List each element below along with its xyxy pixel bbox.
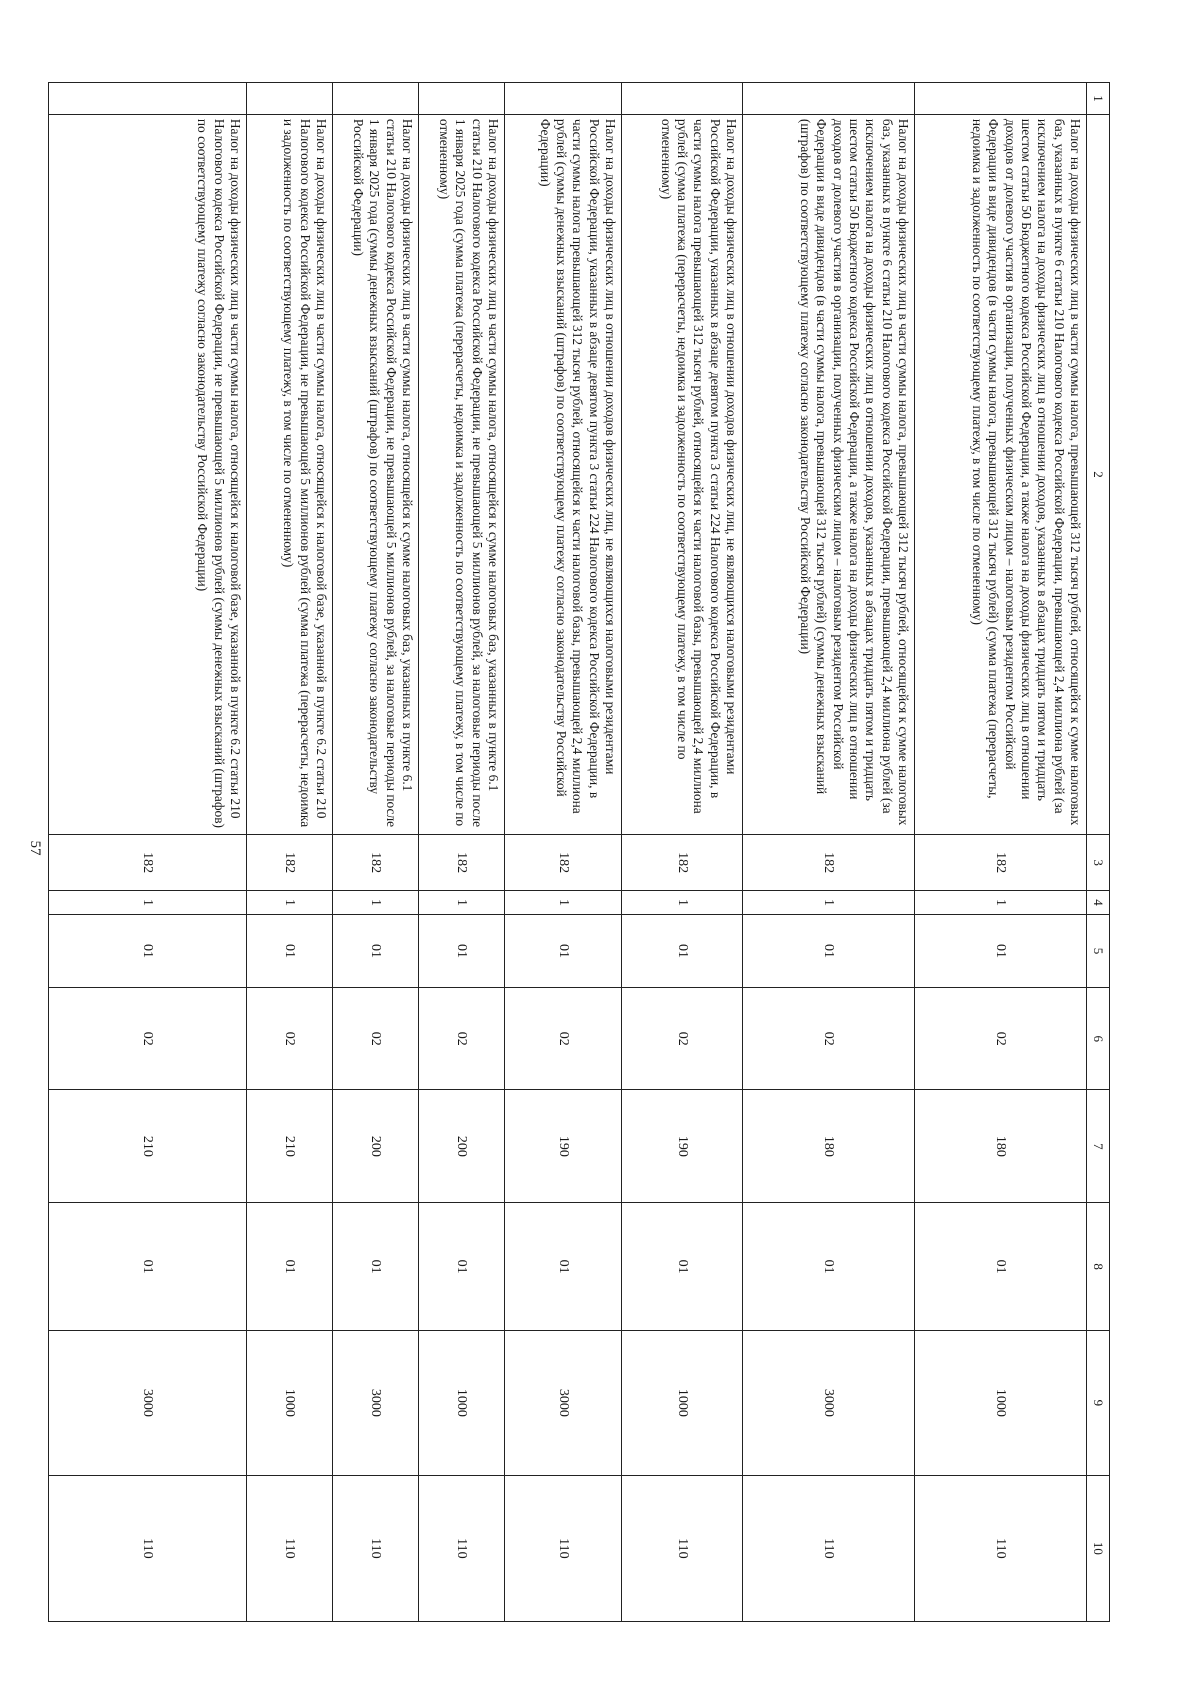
table-row bbox=[247, 83, 333, 1622]
table-row bbox=[622, 83, 743, 1622]
header-col-3: 3 bbox=[1087, 835, 1110, 891]
code-cell: 02 bbox=[419, 988, 505, 1090]
table-row bbox=[49, 83, 247, 1622]
row-number-cell bbox=[505, 83, 622, 115]
row-number-cell bbox=[419, 83, 505, 115]
row-number-cell bbox=[915, 83, 1087, 115]
code-cell: 01 bbox=[419, 914, 505, 987]
description-cell: Налог на доходы физических лиц в отношении доходов физических лиц, не являющихся налоговыми резидентами Российской Федерации, указанных в абзаце девятом пункта 3 статьи 224 Налогового кодекса Российской Федерации, в части суммы налога превышающей 312 тысяч рублей, относящейся к части налоговой базы, превышающей 2,4 миллиона рублей (сумма платежа (перерасчеты, недоимка и задолженность по соответствующему платежу, в том числе по отмененному) bbox=[622, 114, 743, 834]
code-cell: 1 bbox=[505, 891, 622, 915]
code-cell: 110 bbox=[915, 1475, 1087, 1621]
code-cell: 1000 bbox=[915, 1330, 1087, 1475]
header-col-6: 6 bbox=[1087, 988, 1110, 1090]
table-row bbox=[419, 83, 505, 1622]
row-number-cell bbox=[49, 83, 247, 115]
code-cell: 01 bbox=[247, 914, 333, 987]
code-cell: 1 bbox=[333, 891, 419, 915]
description-cell: Налог на доходы физических лиц в части суммы налога, превышающей 312 тысяч рублей, относящейся к сумме налоговых баз, указанных в пункте 6 статьи 210 Налогового кодекса Российской Федерации, превышающей 2,4 миллиона рублей (за исключением налога на доходы физических лиц в отношении доходов, указанных в абзацах тридцать пятом и тридцать шестом статьи 50 Бюджетного кодекса Российской Федерации, а также налога на доходы физических лиц в отношении доходов от долевого участия в организации, полученных физическим лицом – налоговым резидентом Российской Федерации в виде дивидендов (в части суммы налога, превышающей 312 тысяч рублей) (суммы денежных взысканий (штрафов) по соответствующему платежу согласно законодательству Российской Федерации) bbox=[743, 114, 915, 834]
table-row bbox=[333, 83, 419, 1622]
code-cell: 182 bbox=[419, 835, 505, 891]
table-row bbox=[743, 83, 915, 1622]
header-row bbox=[1087, 83, 1110, 1622]
code-cell: 110 bbox=[743, 1475, 915, 1621]
code-cell: 1000 bbox=[622, 1330, 743, 1475]
code-cell: 3000 bbox=[743, 1330, 915, 1475]
code-cell: 01 bbox=[622, 1203, 743, 1331]
code-cell: 01 bbox=[743, 914, 915, 987]
code-cell: 1 bbox=[247, 891, 333, 915]
code-cell: 190 bbox=[505, 1090, 622, 1203]
code-cell: 200 bbox=[419, 1090, 505, 1203]
code-cell: 182 bbox=[247, 835, 333, 891]
row-number-cell bbox=[333, 83, 419, 115]
description-cell: Налог на доходы физических лиц в части суммы налога, относящейся к налоговой базе, указанной в пункте 6.2 статьи 210 Налогового кодекса Российской Федерации, не превышающей 5 миллионов рублей (суммы денежных взысканий (штрафов) по соответствующему платежу согласно законодательству Российской Федерации) bbox=[49, 114, 247, 834]
code-cell: 210 bbox=[49, 1090, 247, 1203]
code-cell: 3000 bbox=[333, 1330, 419, 1475]
header-col-7: 7 bbox=[1087, 1090, 1110, 1203]
code-cell: 182 bbox=[49, 835, 247, 891]
description-cell: Налог на доходы физических лиц в отношении доходов физических лиц, не являющихся налоговыми резидентами Российской Федерации, указанных в абзаце девятом пункта 3 статьи 224 Налогового кодекса Российской Федерации, в части суммы налога превышающей 312 тысяч рублей, относящейся к части налоговой базы, превышающей 2,4 миллиона рублей (суммы денежных взысканий (штрафов) по соответствующему платежу согласно законодательству Российской Федерации) bbox=[505, 114, 622, 834]
code-cell: 200 bbox=[333, 1090, 419, 1203]
table-row bbox=[505, 83, 622, 1622]
code-cell: 02 bbox=[505, 988, 622, 1090]
code-cell: 01 bbox=[333, 1203, 419, 1331]
header-col-9: 9 bbox=[1087, 1330, 1110, 1475]
description-cell: Налог на доходы физических лиц в части суммы налога, относящейся к налоговой базе, указанной в пункте 6.2 статьи 210 Налогового кодекса Российской Федерации, не превышающей 5 миллионов рублей (сумма платежа (перерасчеты, недоимка и задолженность по соответствующему платежу, в том числе по отмененному) bbox=[247, 114, 333, 834]
code-cell: 3000 bbox=[505, 1330, 622, 1475]
row-number-cell bbox=[247, 83, 333, 115]
code-cell: 182 bbox=[915, 835, 1087, 891]
header-col-2: 2 bbox=[1087, 114, 1110, 834]
code-cell: 110 bbox=[247, 1475, 333, 1621]
code-cell: 01 bbox=[915, 1203, 1087, 1331]
code-cell: 02 bbox=[915, 988, 1087, 1090]
code-cell: 01 bbox=[743, 1203, 915, 1331]
table-row bbox=[915, 83, 1087, 1622]
code-cell: 182 bbox=[505, 835, 622, 891]
header-col-5: 5 bbox=[1087, 914, 1110, 987]
code-cell: 180 bbox=[743, 1090, 915, 1203]
code-cell: 01 bbox=[915, 914, 1087, 987]
row-number-cell bbox=[743, 83, 915, 115]
code-cell: 02 bbox=[247, 988, 333, 1090]
code-cell: 02 bbox=[333, 988, 419, 1090]
description-cell: Налог на доходы физических лиц в части суммы налога, превышающей 312 тысяч рублей, относящейся к сумме налоговых баз, указанных в пункте 6 статьи 210 Налогового кодекса Российской Федерации, превышающей 2,4 миллиона рублей (за исключением налога на доходы физических лиц в отношении доходов, указанных в абзацах тридцать пятом и тридцать шестом статьи 50 Бюджетного кодекса Российской Федерации, а также налога на доходы физических лиц в отношении доходов от долевого участия в организации, полученных физическим лицом – налоговым резидентом Российской Федерации в виде дивидендов (в части суммы налога, превышающей 312 тысяч рублей) (сумма платежа (перерасчеты, недоимка и задолженность по соответствующему платежу, в том числе по отмененному) bbox=[915, 114, 1087, 834]
code-cell: 1000 bbox=[247, 1330, 333, 1475]
code-cell: 110 bbox=[505, 1475, 622, 1621]
page-number: 57 bbox=[27, 840, 43, 856]
description-cell: Налог на доходы физических лиц в части суммы налога, относящейся к сумме налоговых баз, указанных в пункте 6.1 статьи 210 Налогового кодекса Российской Федерации, не превышающей 5 миллионов рублей, за налоговые периоды после 1 января 2025 года (сумма платежа (перерасчеты, недоимка и задолженность по соответствующему платежу, в том числе по отмененному) bbox=[419, 114, 505, 834]
code-cell: 01 bbox=[333, 914, 419, 987]
code-cell: 3000 bbox=[49, 1330, 247, 1475]
code-cell: 01 bbox=[49, 1203, 247, 1331]
code-cell: 1 bbox=[915, 891, 1087, 915]
code-cell: 1 bbox=[622, 891, 743, 915]
code-cell: 210 bbox=[247, 1090, 333, 1203]
code-cell: 110 bbox=[49, 1475, 247, 1621]
code-cell: 182 bbox=[622, 835, 743, 891]
code-cell: 01 bbox=[505, 914, 622, 987]
code-cell: 180 bbox=[915, 1090, 1087, 1203]
rotated-table-container bbox=[50, 82, 1110, 1622]
code-cell: 1 bbox=[49, 891, 247, 915]
code-cell: 110 bbox=[333, 1475, 419, 1621]
code-cell: 01 bbox=[622, 914, 743, 987]
code-cell: 190 bbox=[622, 1090, 743, 1203]
code-cell: 1 bbox=[419, 891, 505, 915]
code-cell: 02 bbox=[49, 988, 247, 1090]
code-cell: 01 bbox=[419, 1203, 505, 1331]
code-cell: 02 bbox=[743, 988, 915, 1090]
code-cell: 182 bbox=[333, 835, 419, 891]
code-cell: 1 bbox=[743, 891, 915, 915]
code-cell: 02 bbox=[622, 988, 743, 1090]
code-cell: 110 bbox=[419, 1475, 505, 1621]
code-cell: 01 bbox=[49, 914, 247, 987]
code-cell: 110 bbox=[622, 1475, 743, 1621]
header-col-10: 10 bbox=[1087, 1475, 1110, 1621]
code-cell: 1000 bbox=[419, 1330, 505, 1475]
row-number-cell bbox=[622, 83, 743, 115]
code-cell: 01 bbox=[247, 1203, 333, 1331]
header-col-8: 8 bbox=[1087, 1203, 1110, 1331]
code-cell: 01 bbox=[505, 1203, 622, 1331]
classification-table bbox=[48, 82, 1110, 1622]
code-cell: 182 bbox=[743, 835, 915, 891]
header-col-4: 4 bbox=[1087, 891, 1110, 915]
header-col-1: 1 bbox=[1087, 83, 1110, 115]
description-cell: Налог на доходы физических лиц в части суммы налога, относящейся к сумме налоговых баз, указанных в пункте 6.1 статьи 210 Налогового кодекса Российской Федерации, не превышающей 5 миллионов рублей, за налоговые периоды после 1 января 2025 года (суммы денежных взысканий (штрафов) по соответствующему платежу согласно законодательству Российской Федерации) bbox=[333, 114, 419, 834]
